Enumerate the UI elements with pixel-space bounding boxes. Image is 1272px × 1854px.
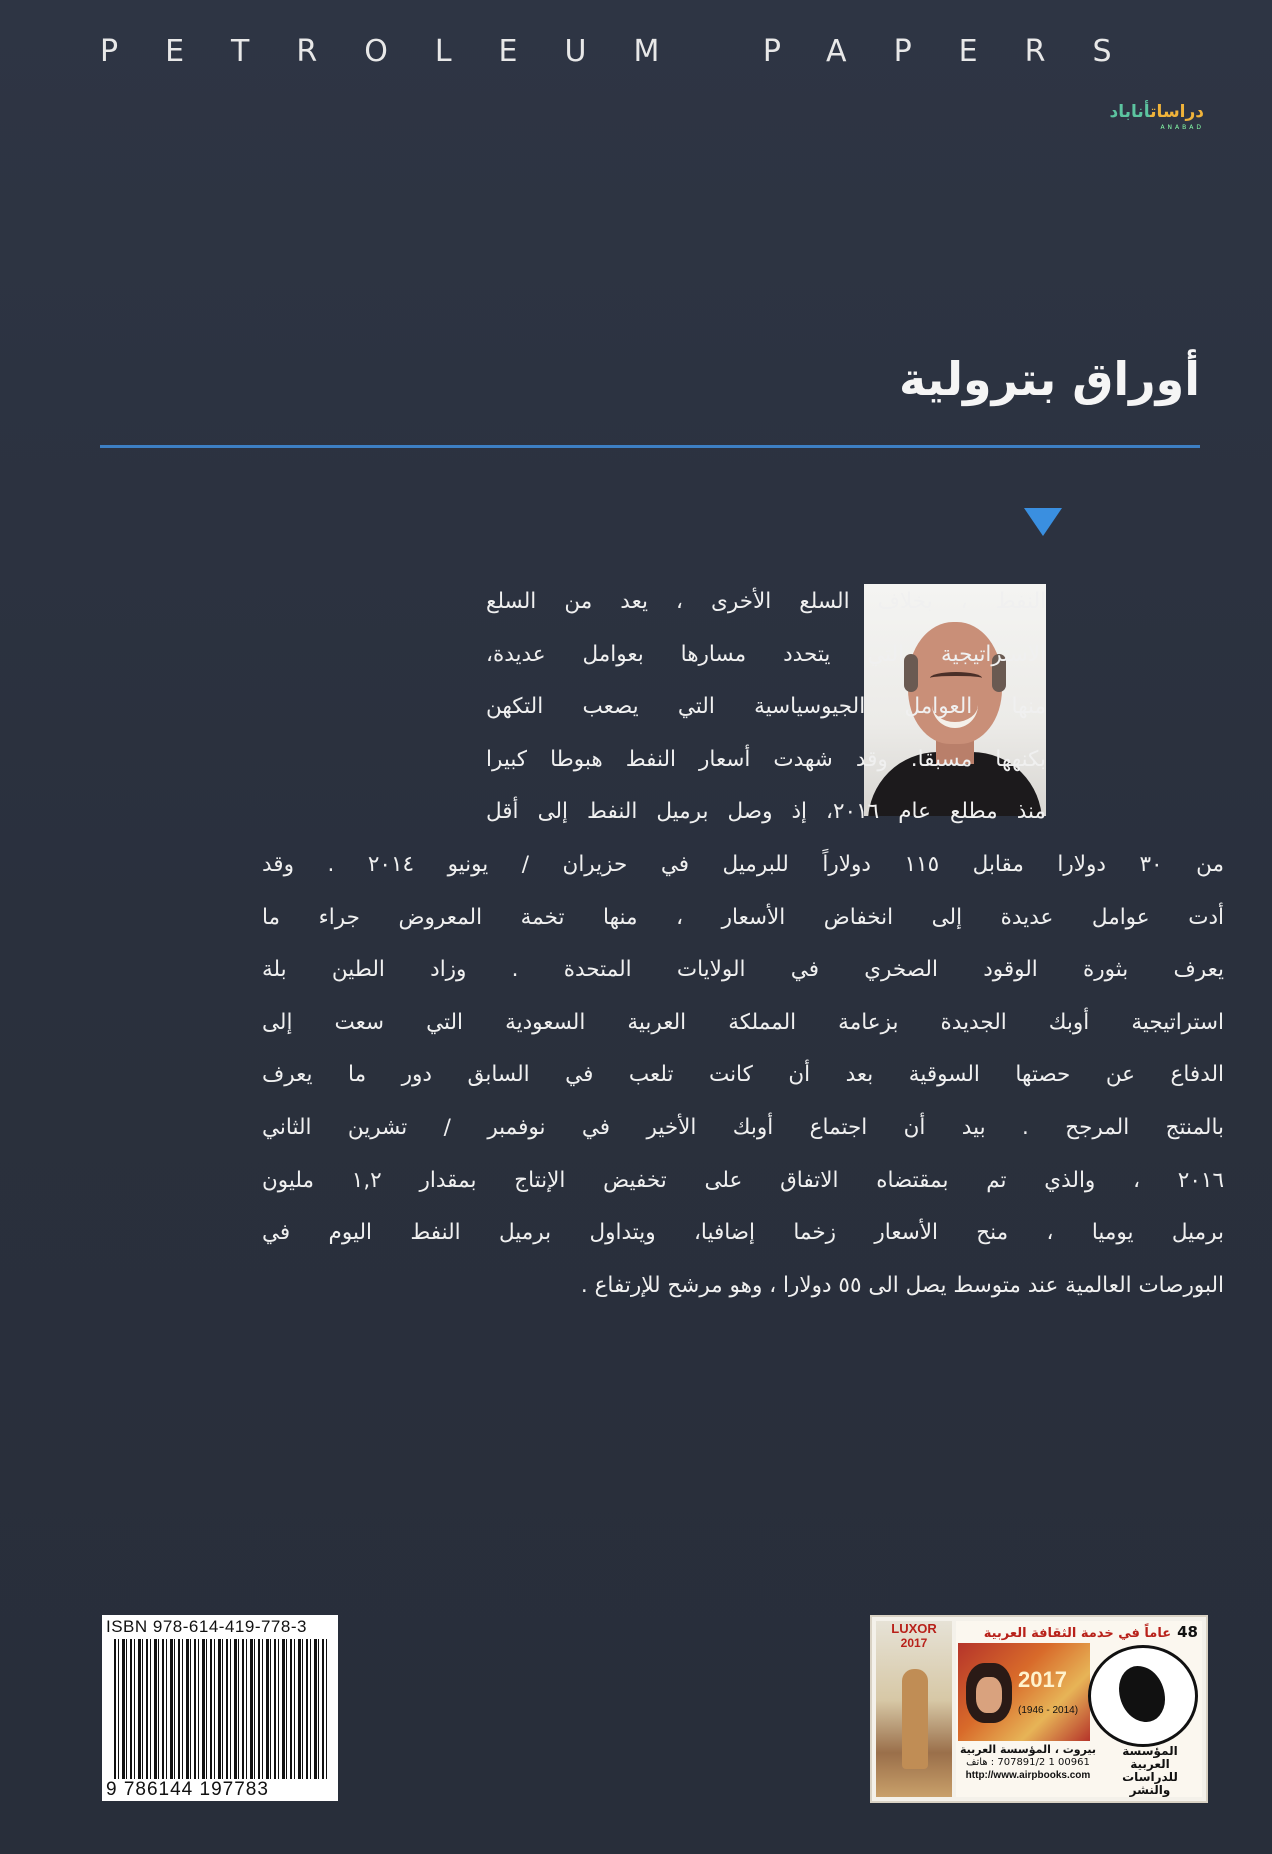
blurb-text <box>262 576 1225 1312</box>
blurb-line-12: ٢٠١٦ ، والذي تم بمقتضاه الاتفاق على تخفيض الإنتاج بمقدار ١,٢ مليون <box>262 1167 1224 1193</box>
publisher-logo-text-b: أناباد <box>1109 102 1151 122</box>
sticker-contact <box>958 1743 1098 1782</box>
title-divider <box>100 445 1200 448</box>
series-title: PETROLEUM PAPERS <box>100 34 1159 69</box>
blurb-line-4: بكنهها مسبقا. وقد شهدت أسعار النفط هبوطا كبيرا <box>486 746 1046 772</box>
blurb-line-13: برميل يوميا ، منح الأسعار زخما إضافيا، ويتداول برميل النفط اليوم في <box>262 1220 1224 1246</box>
sticker-number: 48 <box>1177 1623 1198 1641</box>
sticker-address: بيروت ، المؤسسة العربية <box>959 1743 1097 1756</box>
poster-portrait-face <box>976 1677 1002 1713</box>
isbn-barcode <box>102 1615 338 1801</box>
seal-emblem-icon <box>1119 1666 1165 1722</box>
sticker-org-name: المؤسسة العربية للدراسات والنشر <box>1122 1744 1178 1797</box>
publisher-logo-text-a: دراسات <box>1150 102 1204 122</box>
blurb-line-11: بالمنتج المرجح . بيد أن اجتماع أوبك الأخير في نوفمبر / تشرين الثاني <box>262 1114 1224 1140</box>
barcode-digits: 9 786144 197783 <box>106 1779 334 1801</box>
poster-dates: (1946 - 2014) <box>1018 1705 1079 1716</box>
sticker-phone: 00961 1 707891/2 : هاتف <box>966 1757 1090 1768</box>
bookfair-sticker <box>870 1615 1208 1803</box>
blurb-line-9: استراتيجية أوبك الجديدة بزعامة المملكة العربية السعودية التي سعت إلى <box>262 1009 1224 1035</box>
publisher-seal-icon <box>1088 1645 1198 1747</box>
publisher-logo-subtext: ANABAD <box>1160 124 1204 131</box>
poster-year: 2017 <box>1018 1667 1067 1692</box>
publisher-logo <box>1086 102 1204 132</box>
blurb-line-14: البورصات العالمية عند متوسط يصل الى ٥٥ دولارا ، وهو مرشح للإرتفاع . <box>580 1272 1224 1298</box>
book-title: أوراق بترولية <box>899 352 1200 406</box>
sticker-headline <box>984 1623 1198 1641</box>
luxor-panel <box>876 1621 952 1797</box>
blurb-line-3: منها العوامل الجيوسياسية التي يصعب التكهن <box>486 694 1046 720</box>
luxor-label: LUXOR <box>891 1621 937 1636</box>
barcode-bars <box>114 1639 328 1779</box>
blurb-line-6: من ٣٠ دولارا مقابل ١١٥ دولاراً للبرميل في حزيران / يونيو ٢٠١٤ . وقد <box>262 851 1225 877</box>
blurb-line-5: منذ مطلع عام ٢٠١٦، إذ وصل برميل النفط إلى أقل <box>486 799 1046 825</box>
blurb-line-1: النفط ، بخلاف السلع الأخرى ، يعد من السلع <box>486 589 1046 614</box>
blurb-line-8: يعرف بثورة الوقود الصخري في الولايات المتحدة . وزاد الطين بلة <box>262 957 1224 983</box>
triangle-marker-icon <box>1024 508 1062 536</box>
blurb-line-2: الاستراتيجية التي يتحدد مسارها بعوامل عديدة، <box>486 641 1046 667</box>
sticker-poster <box>958 1643 1090 1741</box>
isbn-label: ISBN 978-614-419-778-3 <box>106 1617 307 1636</box>
sticker-website: http://www.airpbooks.com <box>965 1770 1091 1781</box>
sticker-headline-text: عاماً في خدمة الثقافة العربية <box>983 1626 1172 1641</box>
sticker-main <box>956 1621 1202 1797</box>
luxor-year: 2017 <box>900 1636 928 1650</box>
blurb-line-7: أدت عوامل عديدة إلى انخفاض الأسعار ، منها تخمة المعروض جراء ما <box>262 904 1224 930</box>
blurb-line-10: الدفاع عن حصتها السوقية بعد أن كانت تلعب في السابق دور ما يعرف <box>262 1062 1224 1088</box>
statue-icon <box>902 1669 928 1769</box>
